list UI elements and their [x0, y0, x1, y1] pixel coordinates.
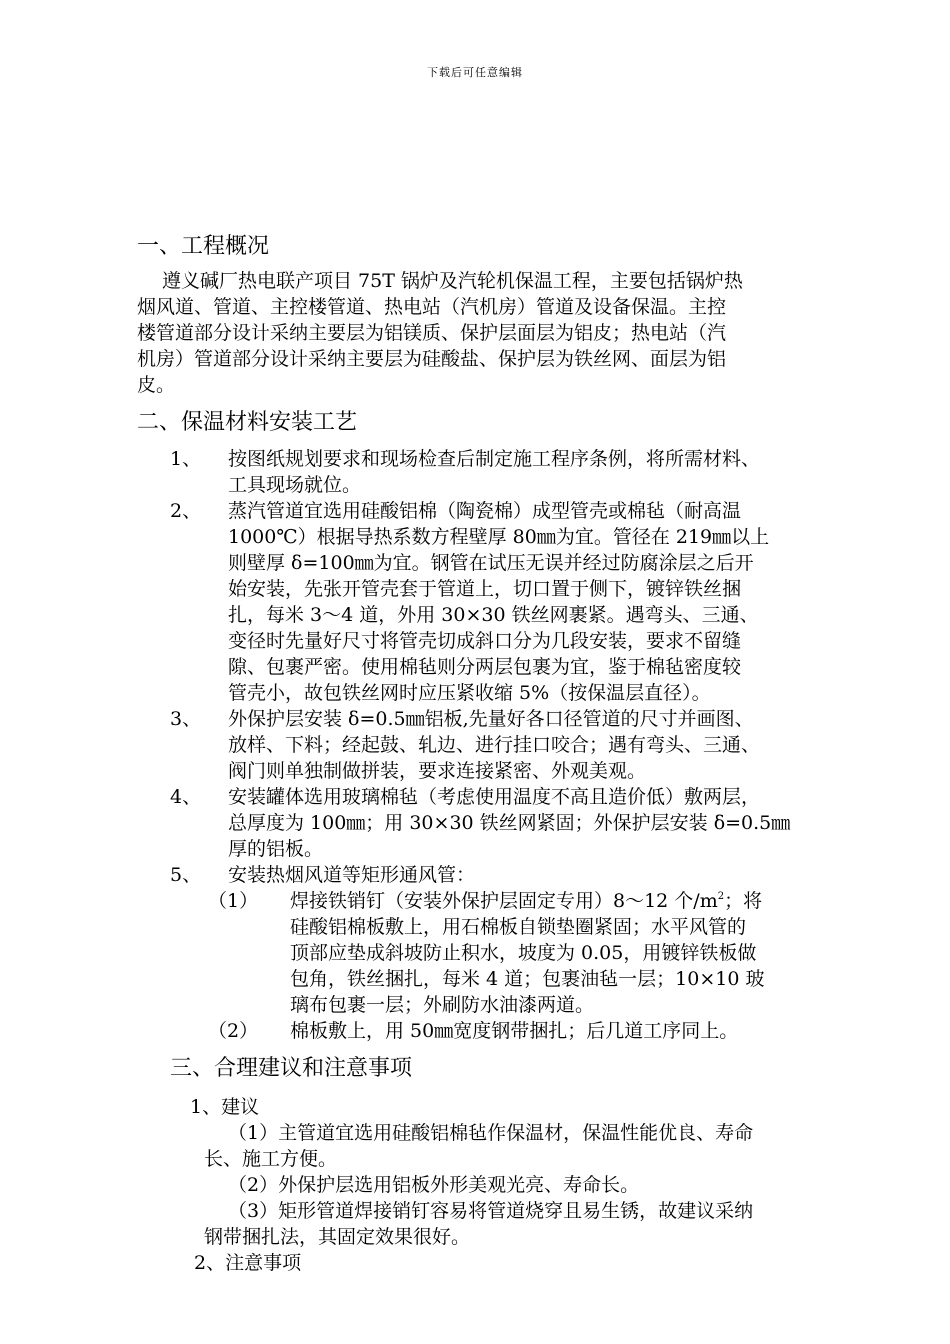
item-number: 3、: [170, 708, 202, 730]
item-line: 按图纸规划要求和现场检查后制定施工程序条例，将所需材料、: [228, 448, 761, 470]
item-line: 管壳小，故包铁丝网时应压紧收缩 5%（按保温层直径）。: [228, 682, 711, 704]
item-line: 扎，每米 3～4 道，外用 30×30 铁丝网裹紧。遇弯头、三通、: [228, 604, 759, 626]
subsection-heading: 2、注意事项: [194, 1252, 302, 1274]
section-1-line: 烟风道、管道、主控楼管道、热电站（汽机房）管道及设备保温。主控: [137, 296, 727, 318]
section-1-line: 机房）管道部分设计采纳主要层为硅酸盐、保护层为铁丝网、面层为铝: [137, 348, 727, 370]
subitem-number: （2）: [208, 1020, 259, 1042]
advice-line: 钢带捆扎法，其固定效果很好。: [204, 1226, 471, 1248]
item-line: 则壁厚 δ=100㎜为宜。钢管在试压无误并经过防腐涂层之后开: [228, 552, 754, 574]
subitem-line: 棉板敷上，用 50㎜宽度钢带捆扎；后几道工序同上。: [290, 1020, 739, 1042]
subitem-text: ；将: [724, 890, 763, 912]
subitem-text: 焊接铁销钉（安装外保护层固定专用）8～12 个/m: [290, 890, 718, 912]
item-line: 1000℃）根据导热系数方程壁厚 80㎜为宜。管径在 219㎜以上: [228, 526, 770, 548]
item-line: 蒸汽管道宜选用硅酸铝棉（陶瓷棉）成型管壳或棉毡（耐高温: [228, 500, 742, 522]
item-line: 变径时先量好尺寸将管壳切成斜口分为几段安装，要求不留缝: [228, 630, 742, 652]
subitem-line: 顶部应垫成斜坡防止积水，坡度为 0.05，用镀锌铁板做: [290, 942, 757, 964]
item-line: 外保护层安装 δ=0.5㎜铝板,先量好各口径管道的尺寸并画图、: [228, 708, 754, 730]
section-1-heading: 一、工程概况: [137, 234, 270, 259]
item-number: 2、: [170, 500, 202, 522]
advice-line: （3）矩形管道焊接销钉容易将管道烧穿且易生锈，故建议采纳: [228, 1200, 754, 1222]
section-1-line: 皮。: [137, 374, 176, 396]
subitem-line: 璃布包裹一层；外刷防水油漆两道。: [290, 994, 595, 1016]
page-header: 下载后可任意编辑: [427, 66, 523, 79]
subitem-line: 硅酸铝棉板敷上，用石棉板自锁垫圈紧固；水平风管的: [290, 916, 747, 938]
subitem-number: （1）: [208, 890, 259, 912]
item-line: 厚的铝板。: [228, 838, 324, 860]
item-line: 总厚度为 100㎜；用 30×30 铁丝网紧固；外保护层安装 δ=0.5㎜: [228, 812, 791, 834]
item-number: 1、: [170, 448, 202, 470]
subitem-line: 包角，铁丝捆扎，每米 4 道；包裹油毡一层；10×10 玻: [290, 968, 765, 990]
advice-line: 长、施工方便。: [204, 1148, 338, 1170]
item-number: 5、: [170, 864, 202, 886]
item-line: 始安装，先张开管壳套于管道上，切口置于侧下，镀锌铁丝捆: [228, 578, 742, 600]
item-line: 阀门则单独制做拼装，要求连接紧密、外观美观。: [228, 760, 647, 782]
item-line: 安装罐体选用玻璃棉毡（考虑使用温度不高且造价低）敷两层，: [228, 786, 761, 808]
item-line: 隙、包裹严密。使用棉毡则分两层包裹为宜，鉴于棉毡密度较: [228, 656, 742, 678]
subsection-heading: 1、建议: [190, 1096, 260, 1118]
advice-line: （1）主管道宜选用硅酸铝棉毡作保温材，保温性能优良、寿命: [228, 1122, 754, 1144]
section-1-line: 楼管道部分设计采纳主要层为铝镁质、保护层面层为铝皮；热电站（汽: [137, 322, 727, 344]
section-2-heading: 二、保温材料安装工艺: [137, 410, 358, 435]
item-line: 安装热烟风道等矩形通风管：: [228, 864, 476, 886]
subitem-line: [290, 888, 762, 914]
item-number: 4、: [170, 786, 202, 808]
section-3-heading: 三、合理建议和注意事项: [170, 1056, 413, 1081]
superscript: 2: [717, 891, 725, 902]
section-1-line: 遵义碱厂热电联产项目 75T 锅炉及汽轮机保温工程，主要包括锅炉热: [162, 270, 743, 292]
item-line: 工具现场就位。: [228, 474, 362, 496]
item-line: 放样、下料；经起鼓、轧边、进行挂口咬合；遇有弯头、三通、: [228, 734, 761, 756]
advice-line: （2）外保护层选用铝板外形美观光亮、寿命长。: [228, 1174, 640, 1196]
